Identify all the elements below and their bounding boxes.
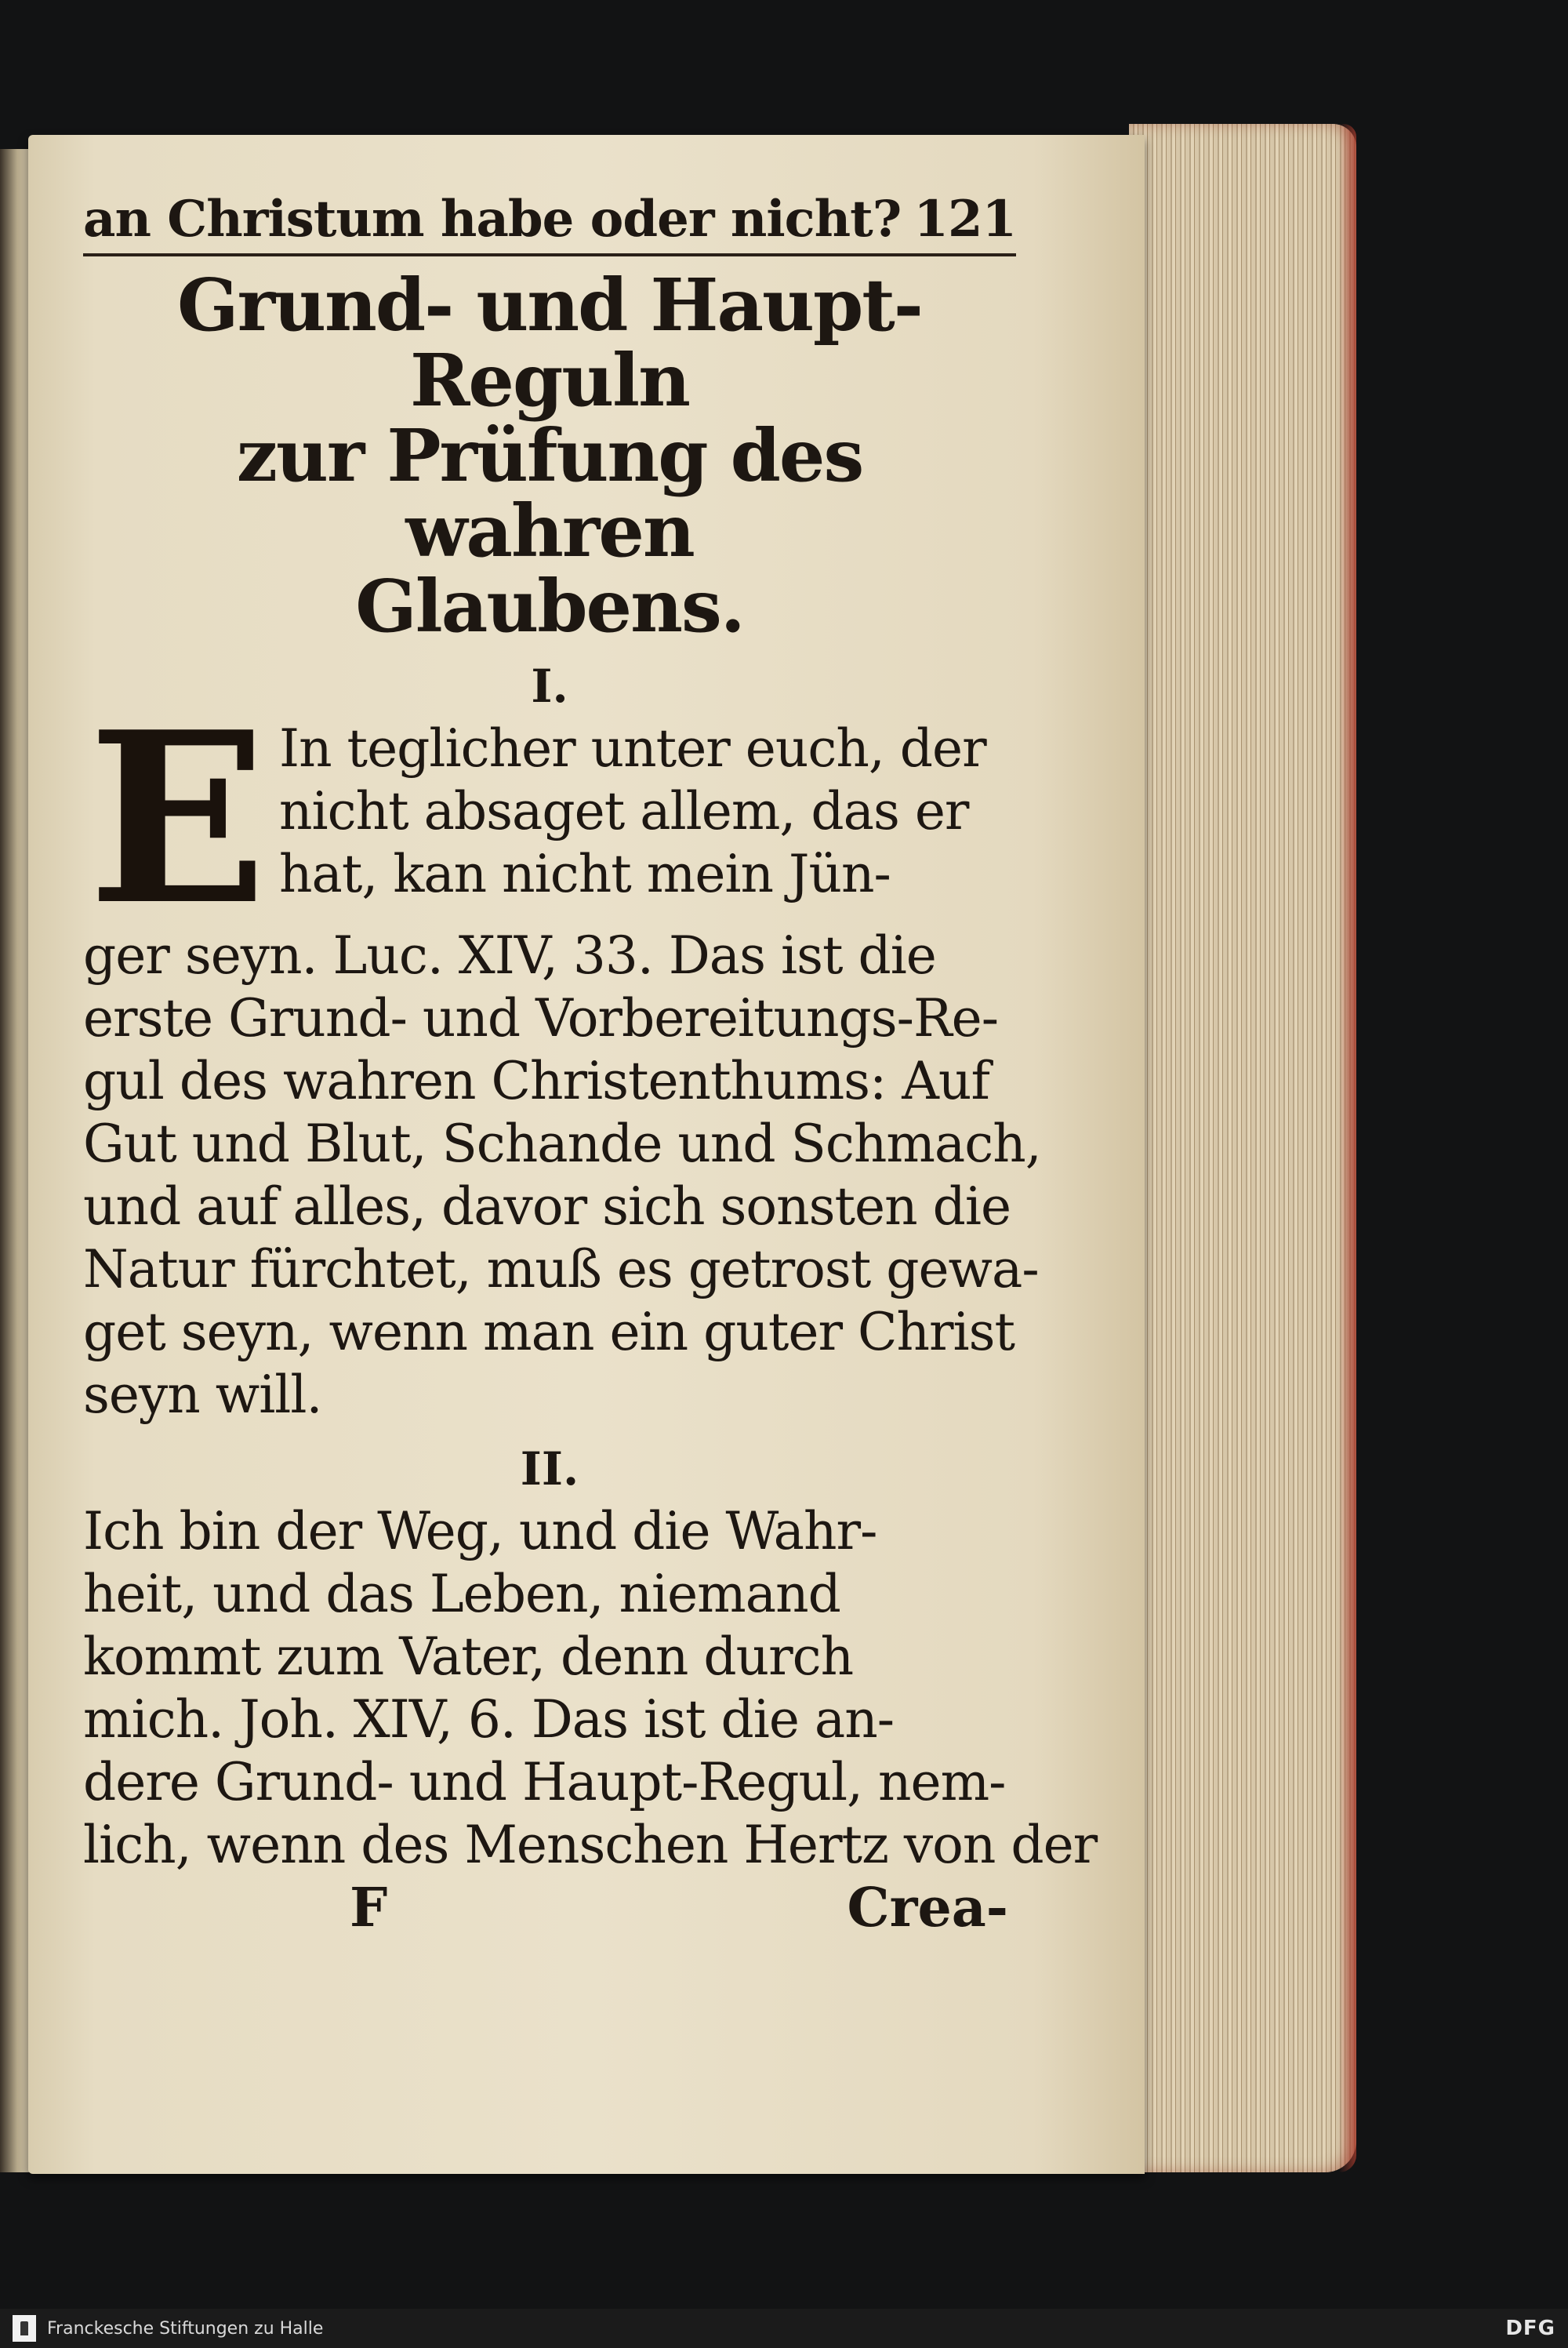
institution-credit bbox=[13, 2315, 323, 2342]
book-page-edges bbox=[1129, 124, 1356, 2172]
institution-logo-icon bbox=[13, 2315, 36, 2342]
left-page-edge bbox=[0, 149, 31, 2172]
text-line: und auf alles, davor sich sonsten die bbox=[83, 1176, 1011, 1237]
section-2-paragraph bbox=[83, 1500, 1098, 1877]
page-footer bbox=[83, 1877, 1016, 1939]
text-line: ger seyn. Luc. XIV, 33. Das ist die bbox=[83, 925, 936, 986]
page-text bbox=[83, 190, 1098, 1939]
text-line: Gut und Blut, Schande und Schmach, bbox=[83, 1114, 1041, 1174]
page-number: 121 bbox=[913, 190, 1016, 249]
text-line: Natur fürchtet, muß es getrost gewa- bbox=[83, 1239, 1039, 1299]
page-title bbox=[83, 263, 1016, 649]
text-line: nicht absaget allem, das er bbox=[279, 781, 969, 841]
section-number-1: I. bbox=[531, 660, 568, 713]
text-line: lich, wenn des Menschen Hertz von der bbox=[83, 1815, 1098, 1875]
text-line: mich. Joh. XIV, 6. Das ist die an- bbox=[83, 1689, 895, 1750]
title-line: Grund- und Haupt-Reguln bbox=[177, 263, 922, 423]
text-line: Ich bin der Weg, und die Wahr- bbox=[83, 1501, 877, 1561]
text-line: seyn will. bbox=[83, 1365, 322, 1425]
text-line: hat, kan nicht mein Jün- bbox=[279, 844, 891, 904]
section-1-paragraph bbox=[83, 680, 1041, 1427]
viewer-footer-bar bbox=[0, 2309, 1568, 2348]
drop-cap-initial: E bbox=[88, 680, 267, 957]
book-page bbox=[28, 135, 1145, 2174]
running-head bbox=[83, 190, 1016, 256]
text-line: gul des wahren Christenthums: Auf bbox=[83, 1051, 989, 1111]
signature-mark: F bbox=[350, 1877, 388, 1939]
title-line: Glaubens. bbox=[355, 564, 744, 649]
dfg-logo: DFG bbox=[1505, 2317, 1555, 2340]
text-line: get seyn, wenn man ein guter Christ bbox=[83, 1302, 1015, 1362]
catchword: Crea- bbox=[847, 1877, 1008, 1939]
title-line: zur Prüfung des wahren bbox=[236, 413, 863, 573]
text-line: In teglicher unter euch, der bbox=[279, 718, 986, 779]
text-line: kommt zum Vater, denn durch bbox=[83, 1627, 854, 1687]
text-line: dere Grund- und Haupt-Regul, nem- bbox=[83, 1752, 1006, 1812]
institution-name: Franckesche Stiftungen zu Halle bbox=[47, 2318, 324, 2339]
running-head-title: an Christum habe oder nicht? bbox=[83, 190, 902, 249]
text-line: heit, und das Leben, niemand bbox=[83, 1564, 840, 1624]
text-line: erste Grund- und Vorbereitungs-Re- bbox=[83, 988, 999, 1049]
section-number-2: II. bbox=[520, 1442, 579, 1496]
